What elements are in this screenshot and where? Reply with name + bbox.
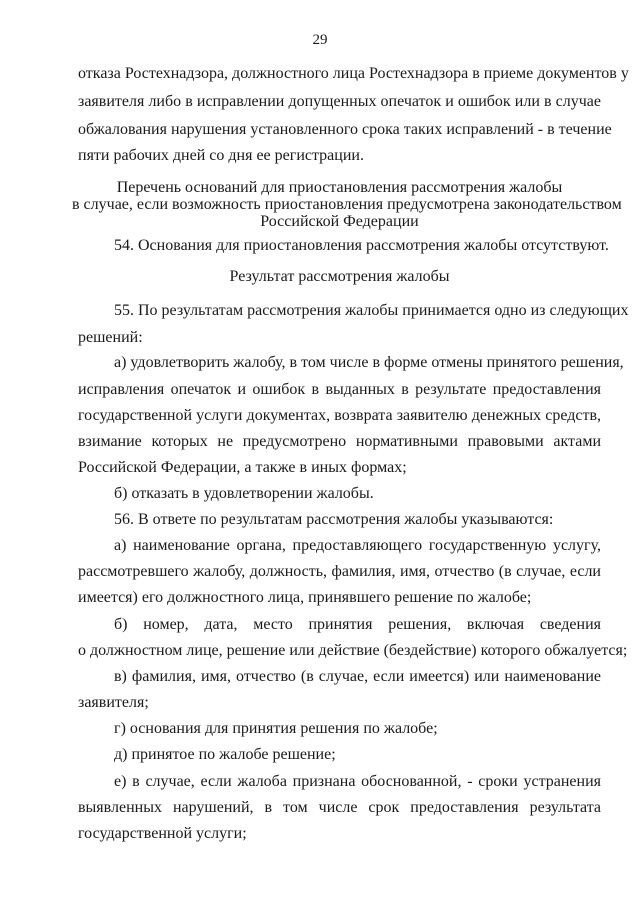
paragraph-56v-line: заявителя; <box>78 694 149 711</box>
paragraph-55-line: решений: <box>78 329 143 346</box>
paragraph-56e-line: е) в случае, если жалоба признана обоснованной, - сроки устранения <box>114 773 601 790</box>
paragraph-56: 56. В ответе по результатам рассмотрения жалобы указываются: <box>114 511 554 528</box>
intro-line: заявителя либо в исправлении допущенных опечаток и ошибок или в случае <box>78 93 601 110</box>
paragraph-56g: г) основания для принятия решения по жалобе; <box>114 720 438 737</box>
section-heading: Результат рассмотрения жалобы <box>229 268 450 285</box>
intro-line: отказа Ростехнадзора, должностного лица Ростехнадзора в приеме документов у <box>78 65 629 82</box>
page-number: 29 <box>312 32 328 48</box>
section-heading-line: Российской Федерации <box>260 213 419 230</box>
paragraph-54: 54. Основания для приостановления рассмотрения жалобы отсутствуют. <box>114 237 609 254</box>
paragraph-56a-line: имеется) его должностного лица, принявшего решение по жалобе; <box>78 589 532 606</box>
paragraph-56d: д) принятое по жалобе решение; <box>114 746 336 763</box>
section-heading-line: в случае, если возможность приостановления предусмотрена законодательством <box>72 196 622 213</box>
paragraph-56a-line: а) наименование органа, предоставляющего государственную услугу, <box>114 537 601 554</box>
section-heading-line: Перечень оснований для приостановления рассмотрения жалобы <box>116 179 563 196</box>
paragraph-55a-line: Российской Федерации, а также в иных формах; <box>78 459 407 476</box>
paragraph-55b: б) отказать в удовлетворении жалобы. <box>114 485 374 502</box>
paragraph-55a-line: а) удовлетворить жалобу, в том числе в форме отмены принятого решения, <box>114 354 624 371</box>
paragraph-55a-line: взимание которых не предусмотрено нормативными правовыми актами <box>78 433 601 450</box>
paragraph-55a-line: исправления опечаток и ошибок в выданных в результате предоставления <box>78 381 601 398</box>
paragraph-56e-line: выявленных нарушений, в том числе срок предоставления результата <box>78 799 601 816</box>
paragraph-55-line: 55. По результатам рассмотрения жалобы принимается одно из следующих <box>114 302 629 319</box>
paragraph-56b-line: о должностном лице, решение или действие (бездействие) которого обжалуется; <box>78 642 628 659</box>
paragraph-55a-line: государственной услуги документах, возврата заявителю денежных средств, <box>78 407 601 424</box>
document-body <box>72 0 629 905</box>
paragraph-56a-line: рассмотревшего жалобу, должность, фамилия, имя, отчество (в случае, если <box>78 563 601 580</box>
intro-line: пяти рабочих дней со дня ее регистрации. <box>78 147 364 164</box>
intro-line: обжалования нарушения установленного срока таких исправлений - в течение <box>78 121 612 138</box>
paragraph-56b-line: б) номер, дата, место принятия решения, включая сведения <box>114 616 601 633</box>
paragraph-56v-line: в) фамилия, имя, отчество (в случае, если имеется) или наименование <box>114 668 601 685</box>
paragraph-56e-line: государственной услуги; <box>78 825 247 842</box>
